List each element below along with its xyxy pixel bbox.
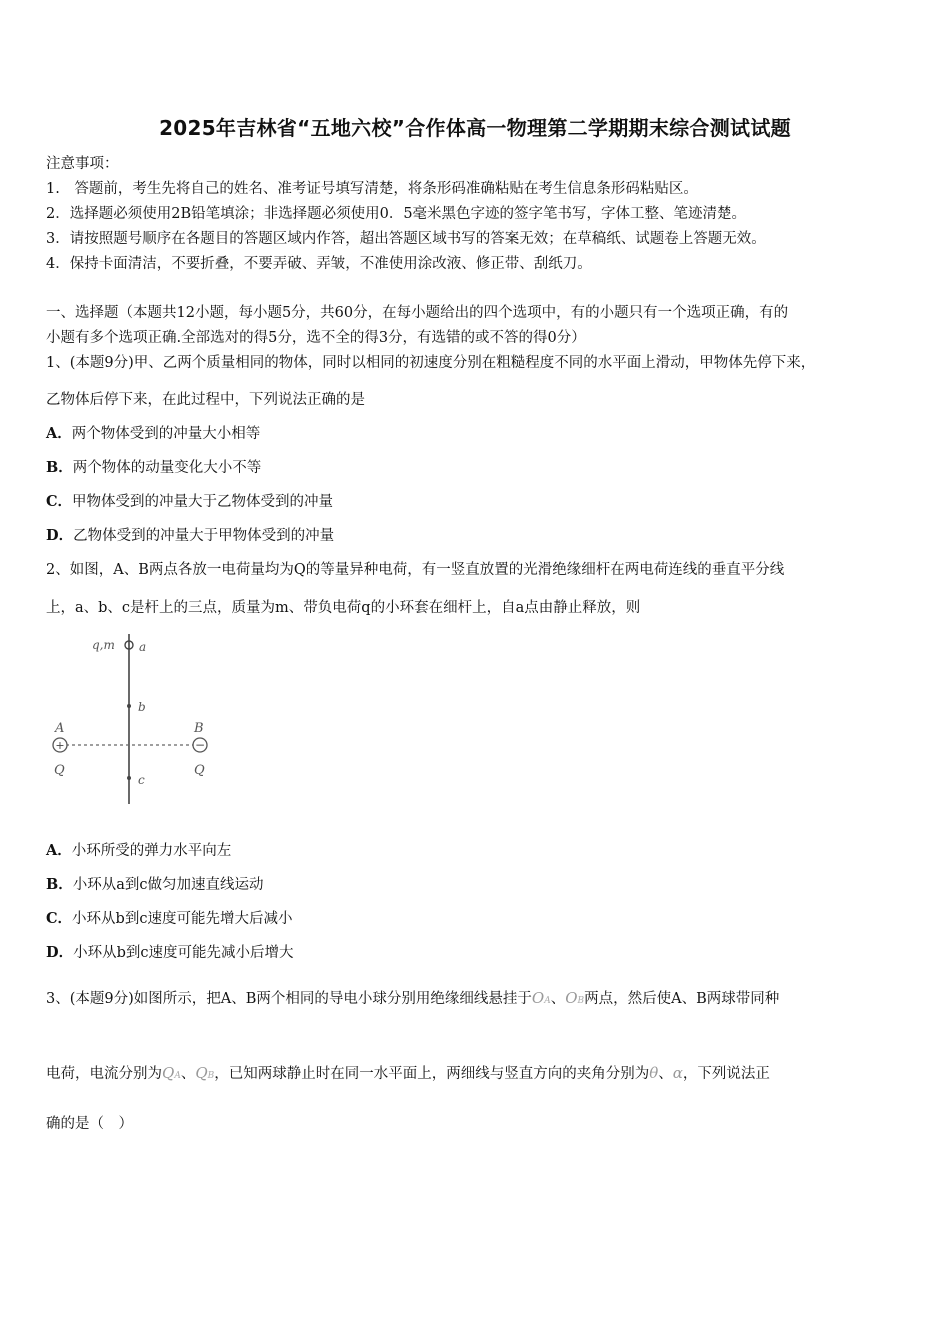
q2-stem: 2、如图，A、B两点各放一电荷量均为Q的等量异种电荷，有一竖直放置的光滑绝缘细杆在两电荷连线的垂直平分线 — [46, 562, 785, 578]
page-title: 2025年吉林省“五地六校”合作体高一物理第二学期期末综合测试试题 — [159, 116, 791, 140]
point-a-label: a — [139, 640, 147, 654]
q2-option-a: A．小环所受的弹力水平向左 — [46, 842, 232, 859]
point-c-label: c — [138, 773, 145, 787]
charge-b-q: Q — [194, 763, 205, 778]
point-c-dot — [127, 776, 131, 780]
q3-stem-cont: 电荷，电流分别为QA、QB，已知两球静止时在同一水平面上，两细线与竖直方向的夹角分别为θ、α，下列说法正 — [46, 1064, 770, 1082]
charge-b-name: B — [194, 721, 204, 736]
q1-option-d: D．乙物体受到的冲量大于甲物体受到的冲量 — [46, 527, 335, 544]
q2-option-d: D．小环从b到c速度可能先减小后增大 — [46, 944, 294, 961]
point-b-dot — [127, 704, 131, 708]
q1-option-a: A．两个物体受到的冲量大小相等 — [46, 425, 261, 442]
notes-item: 2．选择题必须使用2B铅笔填涂；非选择题必须使用0．5毫米黑色字迹的签字笔书写，字体工整、笔迹清楚。 — [46, 206, 747, 222]
q2-figure — [46, 628, 226, 810]
charge-a-name: A — [55, 721, 65, 736]
q1-option-c: C．甲物体受到的冲量大于乙物体受到的冲量 — [46, 493, 334, 510]
q1-stem: 1、(本题9分)甲、乙两个质量相同的物体，同时以相同的初速度分别在粗糙程度不同的水平面上滑动，甲物体先停下来， — [46, 355, 816, 371]
q3-stem-end: 确的是（ ） — [46, 1116, 133, 1132]
section-instructions: 一、选择题（本题共12小题，每小题5分，共60分，在每小题给出的四个选项中，有的小题只有一个选项正确，有的 — [46, 305, 789, 321]
notes-heading: 注意事项： — [46, 156, 119, 172]
q2-stem-cont: 上，a、b、c是杆上的三点，质量为m、带负电荷q的小环套在细杆上，自a点由静止释放，则 — [46, 600, 641, 616]
point-b-label: b — [138, 700, 146, 714]
notes-item: 4．保持卡面清洁，不要折叠，不要弄破、弄皱，不准使用涂改液、修正带、刮纸刀。 — [46, 256, 592, 272]
q3-stem: 3、(本题9分)如图所示，把A、B两个相同的导电小球分别用绝缘细线悬挂于OA、OB两点，然后使A、B两球带同种 — [46, 989, 780, 1007]
q2-option-c: C．小环从b到c速度可能先增大后减小 — [46, 910, 293, 927]
charge-a-sign: + — [55, 739, 65, 752]
section-instructions-cont: 小题有多个选项正确.全部选对的得5分，选不全的得3分，有选错的或不答的得0分） — [46, 330, 586, 346]
notes-item: 1. 答题前，考生先将自己的姓名、准考证号填写清楚，将条形码准确粘贴在考生信息条形码粘贴区。 — [46, 181, 698, 197]
q1-option-b: B．两个物体的动量变化大小不等 — [46, 459, 262, 476]
notes-item: 3．请按照题号顺序在各题目的答题区域内作答，超出答题区域书写的答案无效；在草稿纸、试题卷上答题无效。 — [46, 231, 766, 247]
q2-option-b: B．小环从a到c做匀加速直线运动 — [46, 876, 264, 893]
ring-label: q,m — [92, 638, 115, 652]
q1-stem-cont: 乙物体后停下来，在此过程中，下列说法正确的是 — [46, 392, 365, 408]
charge-a-q: Q — [54, 763, 65, 778]
charge-b-sign: − — [194, 738, 206, 752]
